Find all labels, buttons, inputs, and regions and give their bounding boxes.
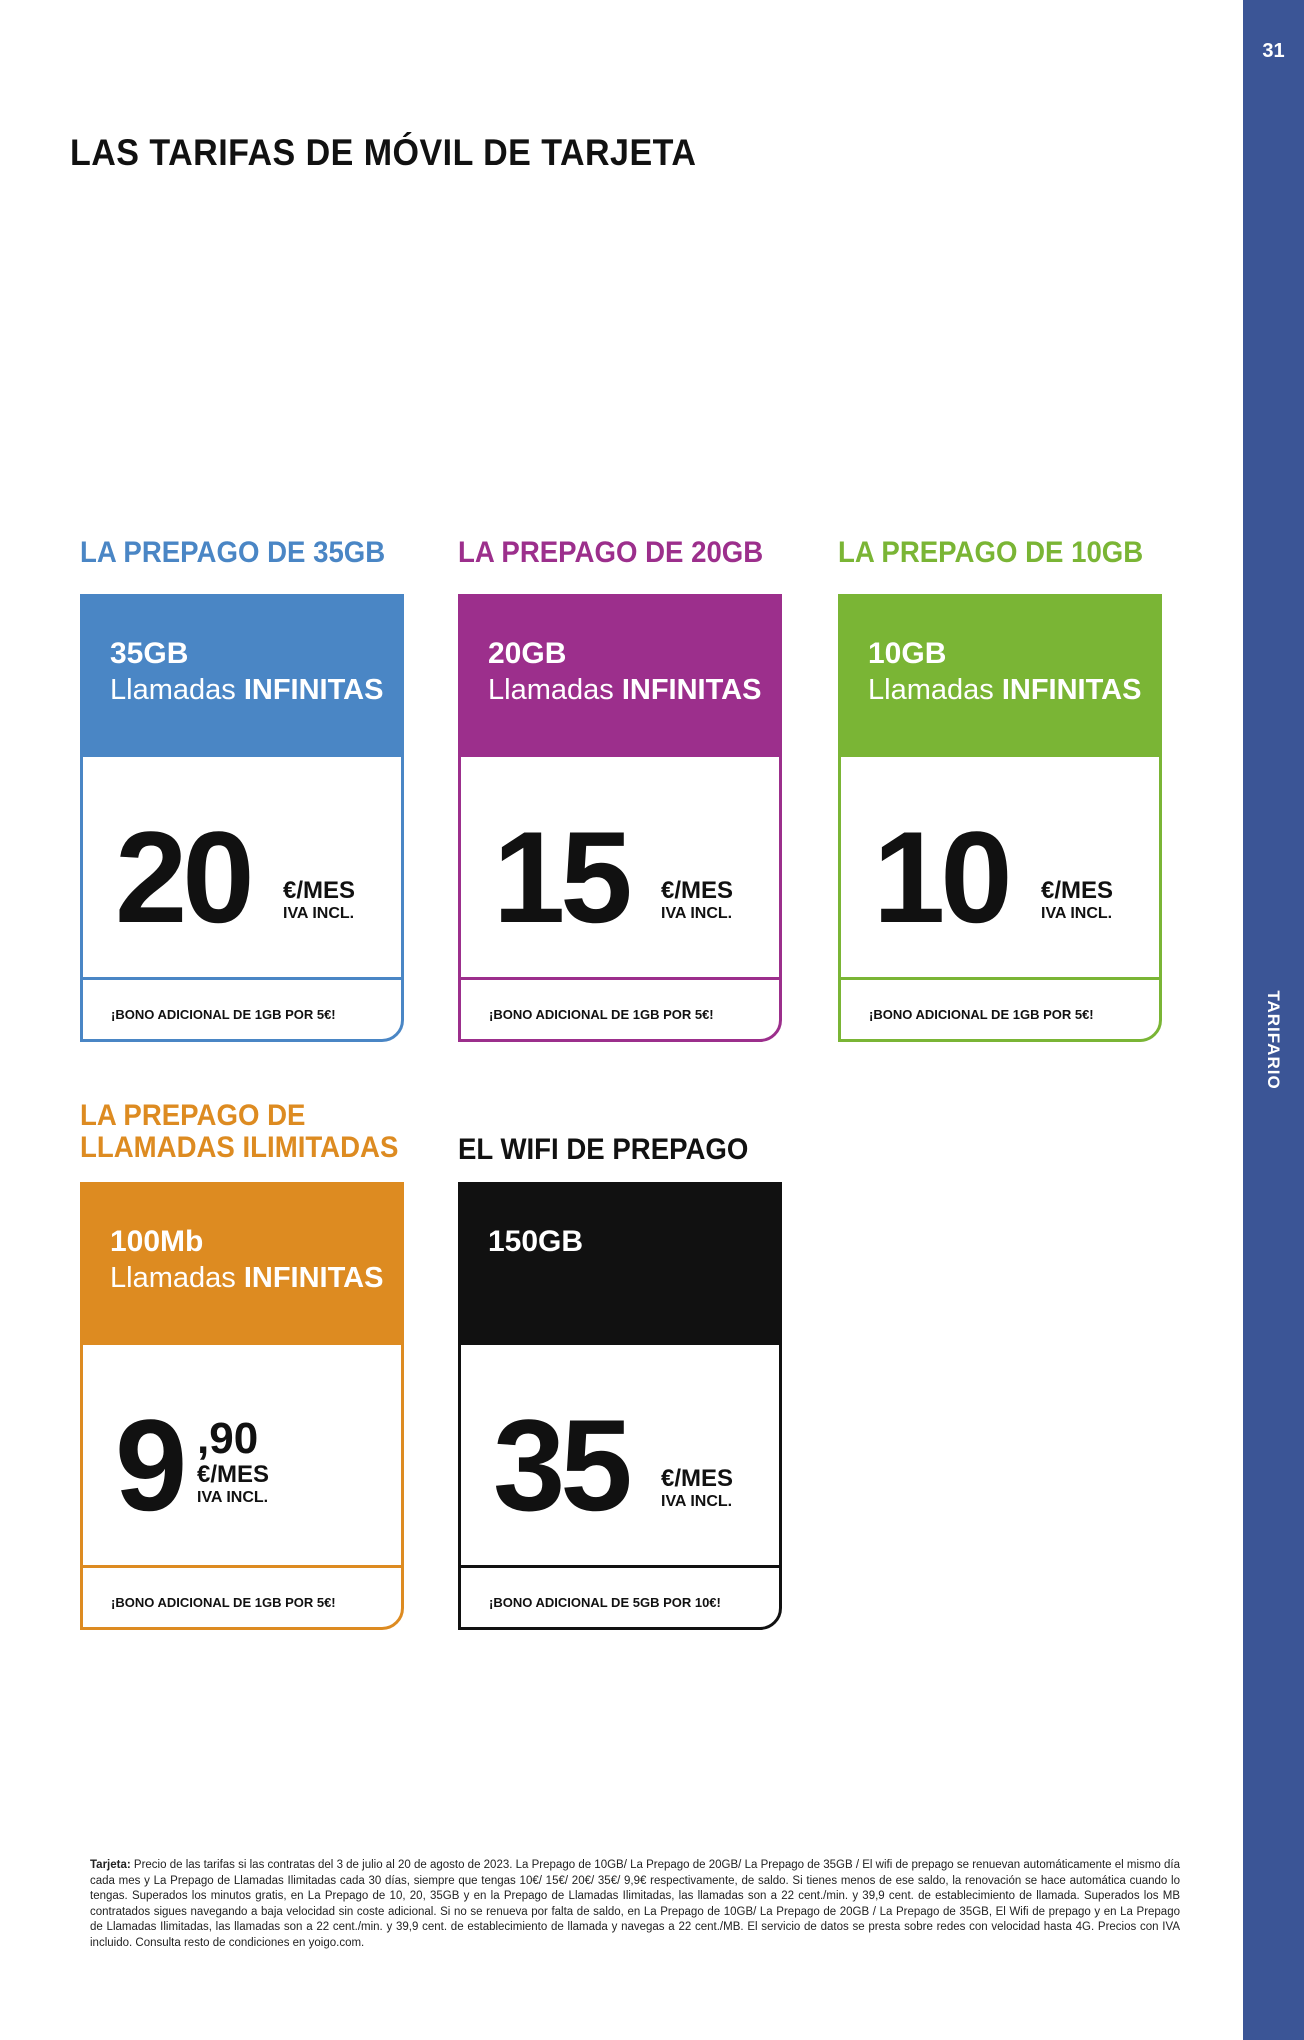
- plan-card-llamadas[interactable]: [80, 1182, 404, 1630]
- calls-label: Llamadas: [488, 674, 614, 706]
- price-unit: €/MES: [1041, 877, 1114, 904]
- calls-emphasis: INFINITAS: [243, 1262, 384, 1294]
- price-unit: €/MES: [197, 1461, 270, 1488]
- data-amount: 20GB: [488, 637, 567, 670]
- price-number: 15: [493, 804, 628, 950]
- plan-price-block: [841, 757, 1159, 980]
- plan-card-header: [83, 597, 401, 757]
- calls-emphasis: INFINITAS: [621, 674, 762, 706]
- plan-price-block: [83, 1345, 401, 1568]
- plan-heading-llamadas: [80, 1100, 398, 1164]
- price-number: 10: [873, 804, 1008, 950]
- calls-emphasis: INFINITAS: [1001, 674, 1142, 706]
- calls-label: Llamadas: [868, 674, 994, 706]
- plan-heading-line2: LLAMADAS ILIMITADAS: [80, 1131, 399, 1164]
- price-unit: €/MES: [283, 877, 356, 904]
- plan-price-block: [461, 1345, 779, 1568]
- price-decimal: ,90: [197, 1414, 259, 1463]
- price-tax-note: IVA INCL.: [661, 905, 733, 922]
- price-number: 9: [115, 1392, 183, 1538]
- bonus-offer: ¡BONO ADICIONAL DE 5GB POR 10€!: [489, 1595, 721, 1610]
- price-number: 35: [493, 1392, 628, 1538]
- plan-card-header: [461, 597, 779, 757]
- price-tax-note: IVA INCL.: [197, 1489, 269, 1506]
- price-tax-note: IVA INCL.: [283, 905, 355, 922]
- calls-line: [110, 1261, 401, 1295]
- plan-heading-20gb: LA PREPAGO DE 20GB: [458, 536, 764, 569]
- plan-heading-line1: LA PREPAGO DE: [80, 1099, 306, 1132]
- plan-card-20gb[interactable]: [458, 594, 782, 1042]
- price-unit: €/MES: [661, 877, 734, 904]
- plan-card-header: [83, 1185, 401, 1345]
- data-amount: 100Mb: [110, 1225, 204, 1258]
- plan-card-wifi[interactable]: [458, 1182, 782, 1630]
- price-tax-note: IVA INCL.: [1041, 905, 1113, 922]
- section-sidebar: [1243, 0, 1304, 2040]
- calls-line: [488, 673, 779, 707]
- section-label: TARIFARIO: [1264, 990, 1283, 1090]
- plan-heading-10gb: LA PREPAGO DE 10GB: [838, 536, 1144, 569]
- footnote-label: Tarjeta:: [90, 1859, 131, 1871]
- plan-card-header: [841, 597, 1159, 757]
- plan-price-block: [461, 757, 779, 980]
- page-number: 31: [1262, 40, 1285, 62]
- data-amount: 150GB: [488, 1225, 584, 1258]
- plan-price-block: [83, 757, 401, 980]
- calls-label: Llamadas: [110, 1262, 236, 1294]
- plan-card-header: [461, 1185, 779, 1345]
- bonus-offer: ¡BONO ADICIONAL DE 1GB POR 5€!: [489, 1007, 714, 1022]
- page-title: LAS TARIFAS DE MÓVIL DE TARJETA: [70, 132, 697, 173]
- price-number: 20: [115, 804, 250, 950]
- plan-heading-35gb: LA PREPAGO DE 35GB: [80, 536, 386, 569]
- bonus-offer: ¡BONO ADICIONAL DE 1GB POR 5€!: [869, 1007, 1094, 1022]
- plan-card-35gb[interactable]: [80, 594, 404, 1042]
- calls-line: [868, 673, 1159, 707]
- calls-label: Llamadas: [110, 674, 236, 706]
- plan-heading-wifi: EL WIFI DE PREPAGO: [458, 1133, 749, 1166]
- data-amount: 35GB: [110, 637, 189, 670]
- calls-emphasis: INFINITAS: [243, 674, 384, 706]
- calls-line: [110, 673, 401, 707]
- price-unit: €/MES: [661, 1465, 734, 1492]
- plan-card-10gb[interactable]: [838, 594, 1162, 1042]
- legal-footnote: [90, 1858, 1180, 1952]
- footnote-text: Precio de las tarifas si las contratas del 3 de julio al 20 de agosto de 2023. La Prepago de 10GB/ La Prepago de 20GB/ La Prepago de 35GB / El wifi de prepago se renuevan automáticamente el mismo día cada mes y La Prepago de Llamadas Ilimitadas cada 30 días, siempre que tengas 10€/ 15€/ 20€/ 35€/ 9,9€ respectivamente, de saldo. Si tienes menos de ese saldo, la renovación se hace automática cuando lo tengas. Superados los minutos gratis, en La Prepago de 10, 20, 35GB y en la Prepago de Llamadas Ilimitadas, las llamadas son a 22 cent./min. y 39,9 cent. de establecimiento de llamada. Superados los MB contratados sigues navegando a baja velocidad sin coste adicional. Si no se renueva por falta de saldo, en La Prepago de 10GB/ La Prepago de 20GB / La Prepago de 35GB, El Wifi de prepago y en La Prepago de Llamadas Ilimitadas, las llamadas son a 22 cent./min. y 39,9 cent. de establecimiento de llamada y navegas a 22 cent./MB. El servicio de datos se presta sobre redes con velocidad hasta 4G. Precios con IVA incluido. Consulta resto de condiciones en yoigo.com.: [90, 1859, 1180, 1949]
- price-tax-note: IVA INCL.: [661, 1493, 733, 1510]
- data-amount: 10GB: [868, 637, 947, 670]
- bonus-offer: ¡BONO ADICIONAL DE 1GB POR 5€!: [111, 1007, 336, 1022]
- bonus-offer: ¡BONO ADICIONAL DE 1GB POR 5€!: [111, 1595, 336, 1610]
